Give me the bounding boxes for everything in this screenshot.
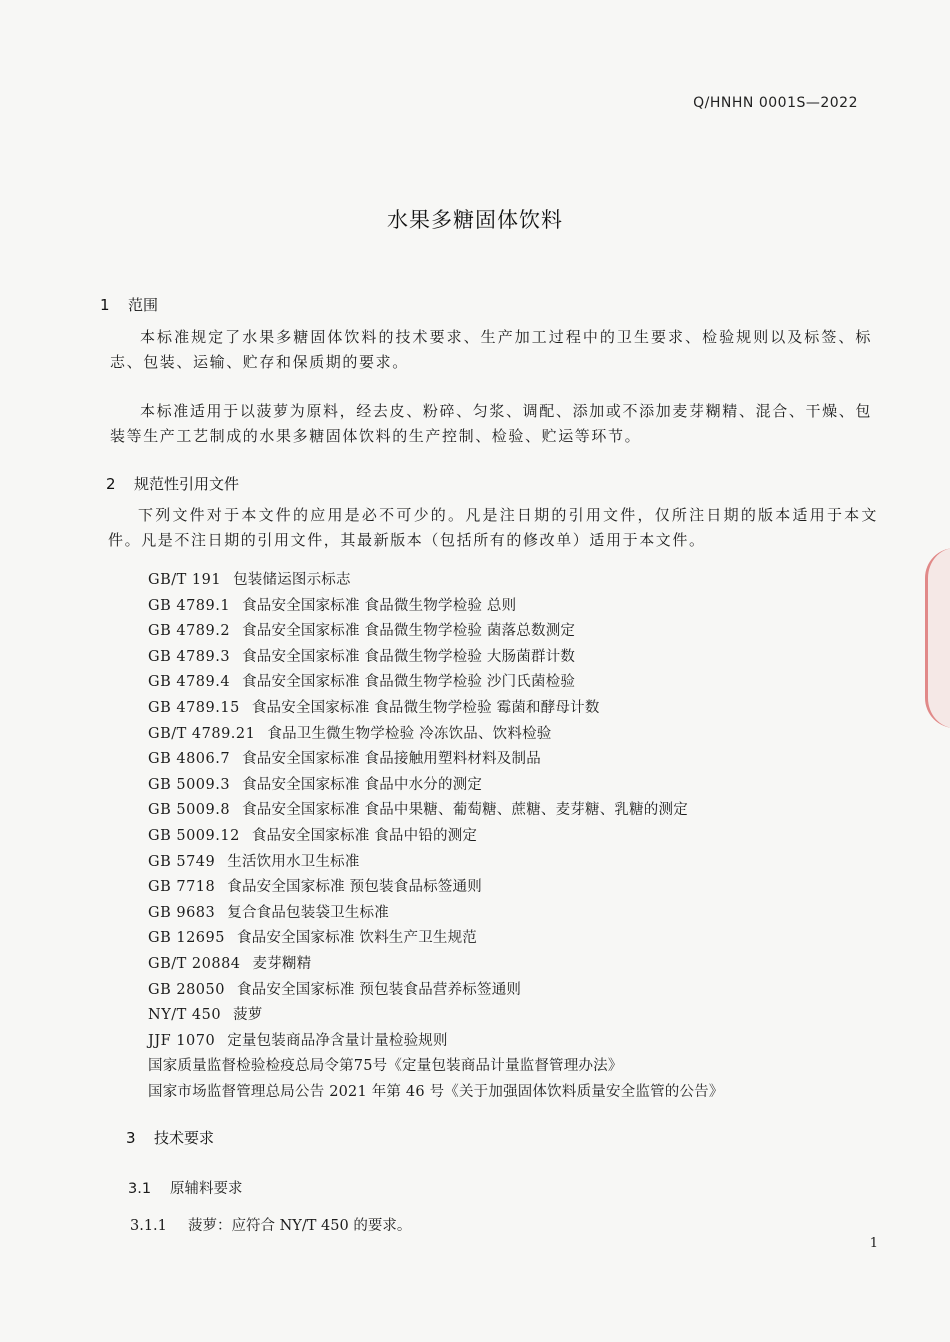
- references-intro: 下列文件对于本文件的应用是必不可少的。凡是注日期的引用文件，仅所注日期的版本适用于本文件。凡是不注日期的引用文件，其最新版本（包括所有的修改单）适用于本文件。: [108, 506, 878, 549]
- reference-item: GB 7718 食品安全国家标准 预包装食品标签通则: [148, 879, 482, 896]
- page-number: 1: [869, 1236, 878, 1251]
- section-title: 技术要求: [154, 1129, 215, 1147]
- clause-text: 菠萝：应符合 NY/T 450 的要求。: [188, 1218, 412, 1234]
- section-number: 1: [100, 296, 110, 314]
- reference-item: GB 4789.1 食品安全国家标准 食品微生物学检验 总则: [148, 597, 517, 614]
- reference-item: NY/T 450 菠萝: [148, 1007, 263, 1024]
- document-title: 水果多糖固体饮料: [387, 208, 563, 232]
- section-number: 2: [106, 475, 116, 493]
- reference-item: 国家市场监督管理总局公告 2021 年第 46 号《关于加强固体饮料质量安全监管的公告》: [148, 1083, 724, 1100]
- reference-item: GB 5749 生活饮用水卫生标准: [148, 853, 360, 870]
- reference-item: GB/T 4789.21 食品卫生微生物学检验 冷冻饮品、饮料检验: [148, 725, 552, 742]
- reference-item: GB 9683 复合食品包装袋卫生标准: [148, 904, 389, 921]
- reference-item: GB 28050 食品安全国家标准 预包装食品营养标签通则: [148, 981, 522, 998]
- section-1-heading: [100, 294, 158, 315]
- subsection-title: 原辅料要求: [170, 1181, 243, 1197]
- reference-item: JJF 1070 定量包装商品净含量计量检验规则: [148, 1032, 448, 1049]
- red-seal-fragment: [925, 548, 950, 728]
- reference-item: GB 5009.3 食品安全国家标准 食品中水分的测定: [148, 776, 483, 793]
- subsection-number: 3.1: [128, 1181, 152, 1197]
- reference-item: GB/T 20884 麦芽糊精: [148, 955, 312, 972]
- clause-3-1-1: [130, 1214, 411, 1235]
- reference-item: GB 5009.12 食品安全国家标准 食品中铅的测定: [148, 827, 478, 844]
- reference-item: GB 4806.7 食品安全国家标准 食品接触用塑料材料及制品: [148, 751, 541, 768]
- reference-item: GB 4789.3 食品安全国家标准 食品微生物学检验 大肠菌群计数: [148, 648, 576, 665]
- section-3-heading: [126, 1127, 214, 1148]
- clause-number: 3.1.1: [130, 1218, 167, 1234]
- section-2-heading: [106, 473, 239, 494]
- reference-item: GB/T 191 包装储运图示标志: [148, 572, 351, 588]
- reference-item: GB 4789.4 食品安全国家标准 食品微生物学检验 沙门氏菌检验: [148, 674, 576, 691]
- section-number: 3: [126, 1129, 136, 1147]
- scope-paragraph-2: 本标准适用于以菠萝为原料，经去皮、粉碎、匀浆、调配、添加或不添加麦芽糊精、混合、干燥、包装等生产工艺制成的水果多糖固体饮料的生产控制、检验、贮运等环节。: [110, 402, 872, 445]
- subsection-3-1-heading: [128, 1177, 243, 1198]
- reference-item: GB 4789.15 食品安全国家标准 食品微生物学检验 霉菌和酵母计数: [148, 699, 600, 716]
- reference-item: 国家质量监督检验检疫总局令第75号《定量包装商品计量监督管理办法》: [148, 1058, 623, 1075]
- reference-item: GB 12695 食品安全国家标准 饮料生产卫生规范: [148, 930, 477, 947]
- scope-paragraph-1: 本标准规定了水果多糖固体饮料的技术要求、生产加工过程中的卫生要求、检验规则以及标签、标志、包装、运输、贮存和保质期的要求。: [110, 328, 872, 371]
- reference-item: GB 4789.2 食品安全国家标准 食品微生物学检验 菌落总数测定: [148, 623, 576, 640]
- section-title: 规范性引用文件: [134, 475, 240, 493]
- section-title: 范围: [128, 296, 159, 314]
- document-code: Q/HNHN 0001S—2022: [693, 95, 858, 111]
- references-list: [148, 568, 724, 1105]
- reference-item: GB 5009.8 食品安全国家标准 食品中果糖、葡萄糖、蔗糖、麦芽糖、乳糖的测定: [148, 802, 688, 819]
